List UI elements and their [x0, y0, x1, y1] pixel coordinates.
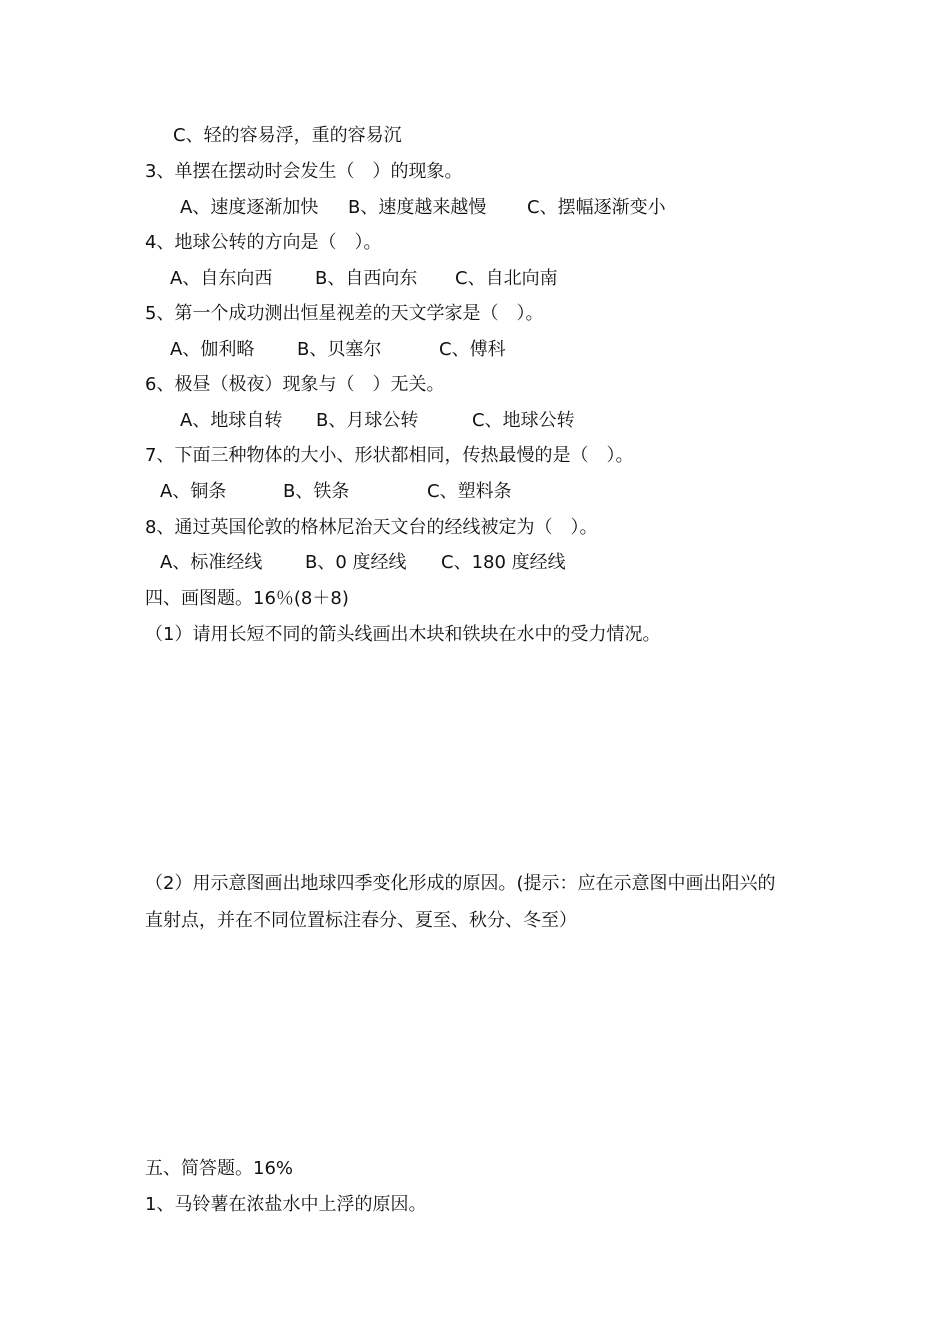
q7-option-b: B、铁条: [283, 481, 350, 502]
section-4-item-2-line-1: （2）用示意图画出地球四季变化形成的原因。(提示：应在示意图中画出阳兴的: [145, 873, 776, 894]
q8-stem: 8、通过英国伦敦的格林尼治天文台的经线被定为（ ）。: [145, 517, 598, 538]
q5-option-b: B、贝塞尔: [297, 339, 382, 360]
q4-option-a: A、自东向西: [170, 268, 273, 289]
drawing-area-1: [145, 660, 805, 860]
q4-option-b: B、自西向东: [315, 268, 418, 289]
drawing-area-2: [145, 945, 805, 1150]
q8-option-b: B、0 度经线: [305, 552, 407, 573]
q7-option-a: A、铜条: [160, 481, 227, 502]
q3-option-b: B、速度越来越慢: [348, 197, 487, 218]
q3-option-c: C、摆幅逐渐变小: [527, 197, 666, 218]
q8-option-a: A、标准经线: [160, 552, 263, 573]
q6-option-a: A、地球自转: [180, 410, 283, 431]
q3-stem: 3、单摆在摆动时会发生（ ）的现象。: [145, 161, 463, 182]
q5-stem: 5、第一个成功测出恒星视差的天文学家是（ ）。: [145, 303, 544, 324]
q3-option-a: A、速度逐渐加快: [180, 197, 319, 218]
q6-option-b: B、月球公转: [316, 410, 419, 431]
q6-option-c: C、地球公转: [472, 410, 575, 431]
q2-option-c: C、轻的容易浮，重的容易沉: [173, 125, 402, 146]
section-4-heading: 四、画图题。16％(8＋8): [145, 588, 349, 609]
q6-stem: 6、极昼（极夜）现象与（ ）无关。: [145, 374, 445, 395]
q7-stem: 7、下面三种物体的大小、形状都相同，传热最慢的是（ ）。: [145, 445, 634, 466]
q4-option-c: C、自北向南: [455, 268, 558, 289]
q8-option-c: C、180 度经线: [441, 552, 566, 573]
q5-option-a: A、伽利略: [170, 339, 255, 360]
q5-option-c: C、傅科: [439, 339, 506, 360]
section-4-item-2-line-2: 直射点，并在不同位置标注春分、夏至、秋分、冬至）: [145, 910, 577, 931]
q7-option-c: C、塑料条: [427, 481, 512, 502]
section-5-heading: 五、简答题。16%: [145, 1158, 294, 1179]
section-5-item-1: 1、马铃薯在浓盐水中上浮的原因。: [145, 1194, 427, 1215]
section-4-item-1: （1）请用长短不同的箭头线画出木块和铁块在水中的受力情况。: [145, 624, 661, 645]
q4-stem: 4、地球公转的方向是（ ）。: [145, 232, 382, 253]
